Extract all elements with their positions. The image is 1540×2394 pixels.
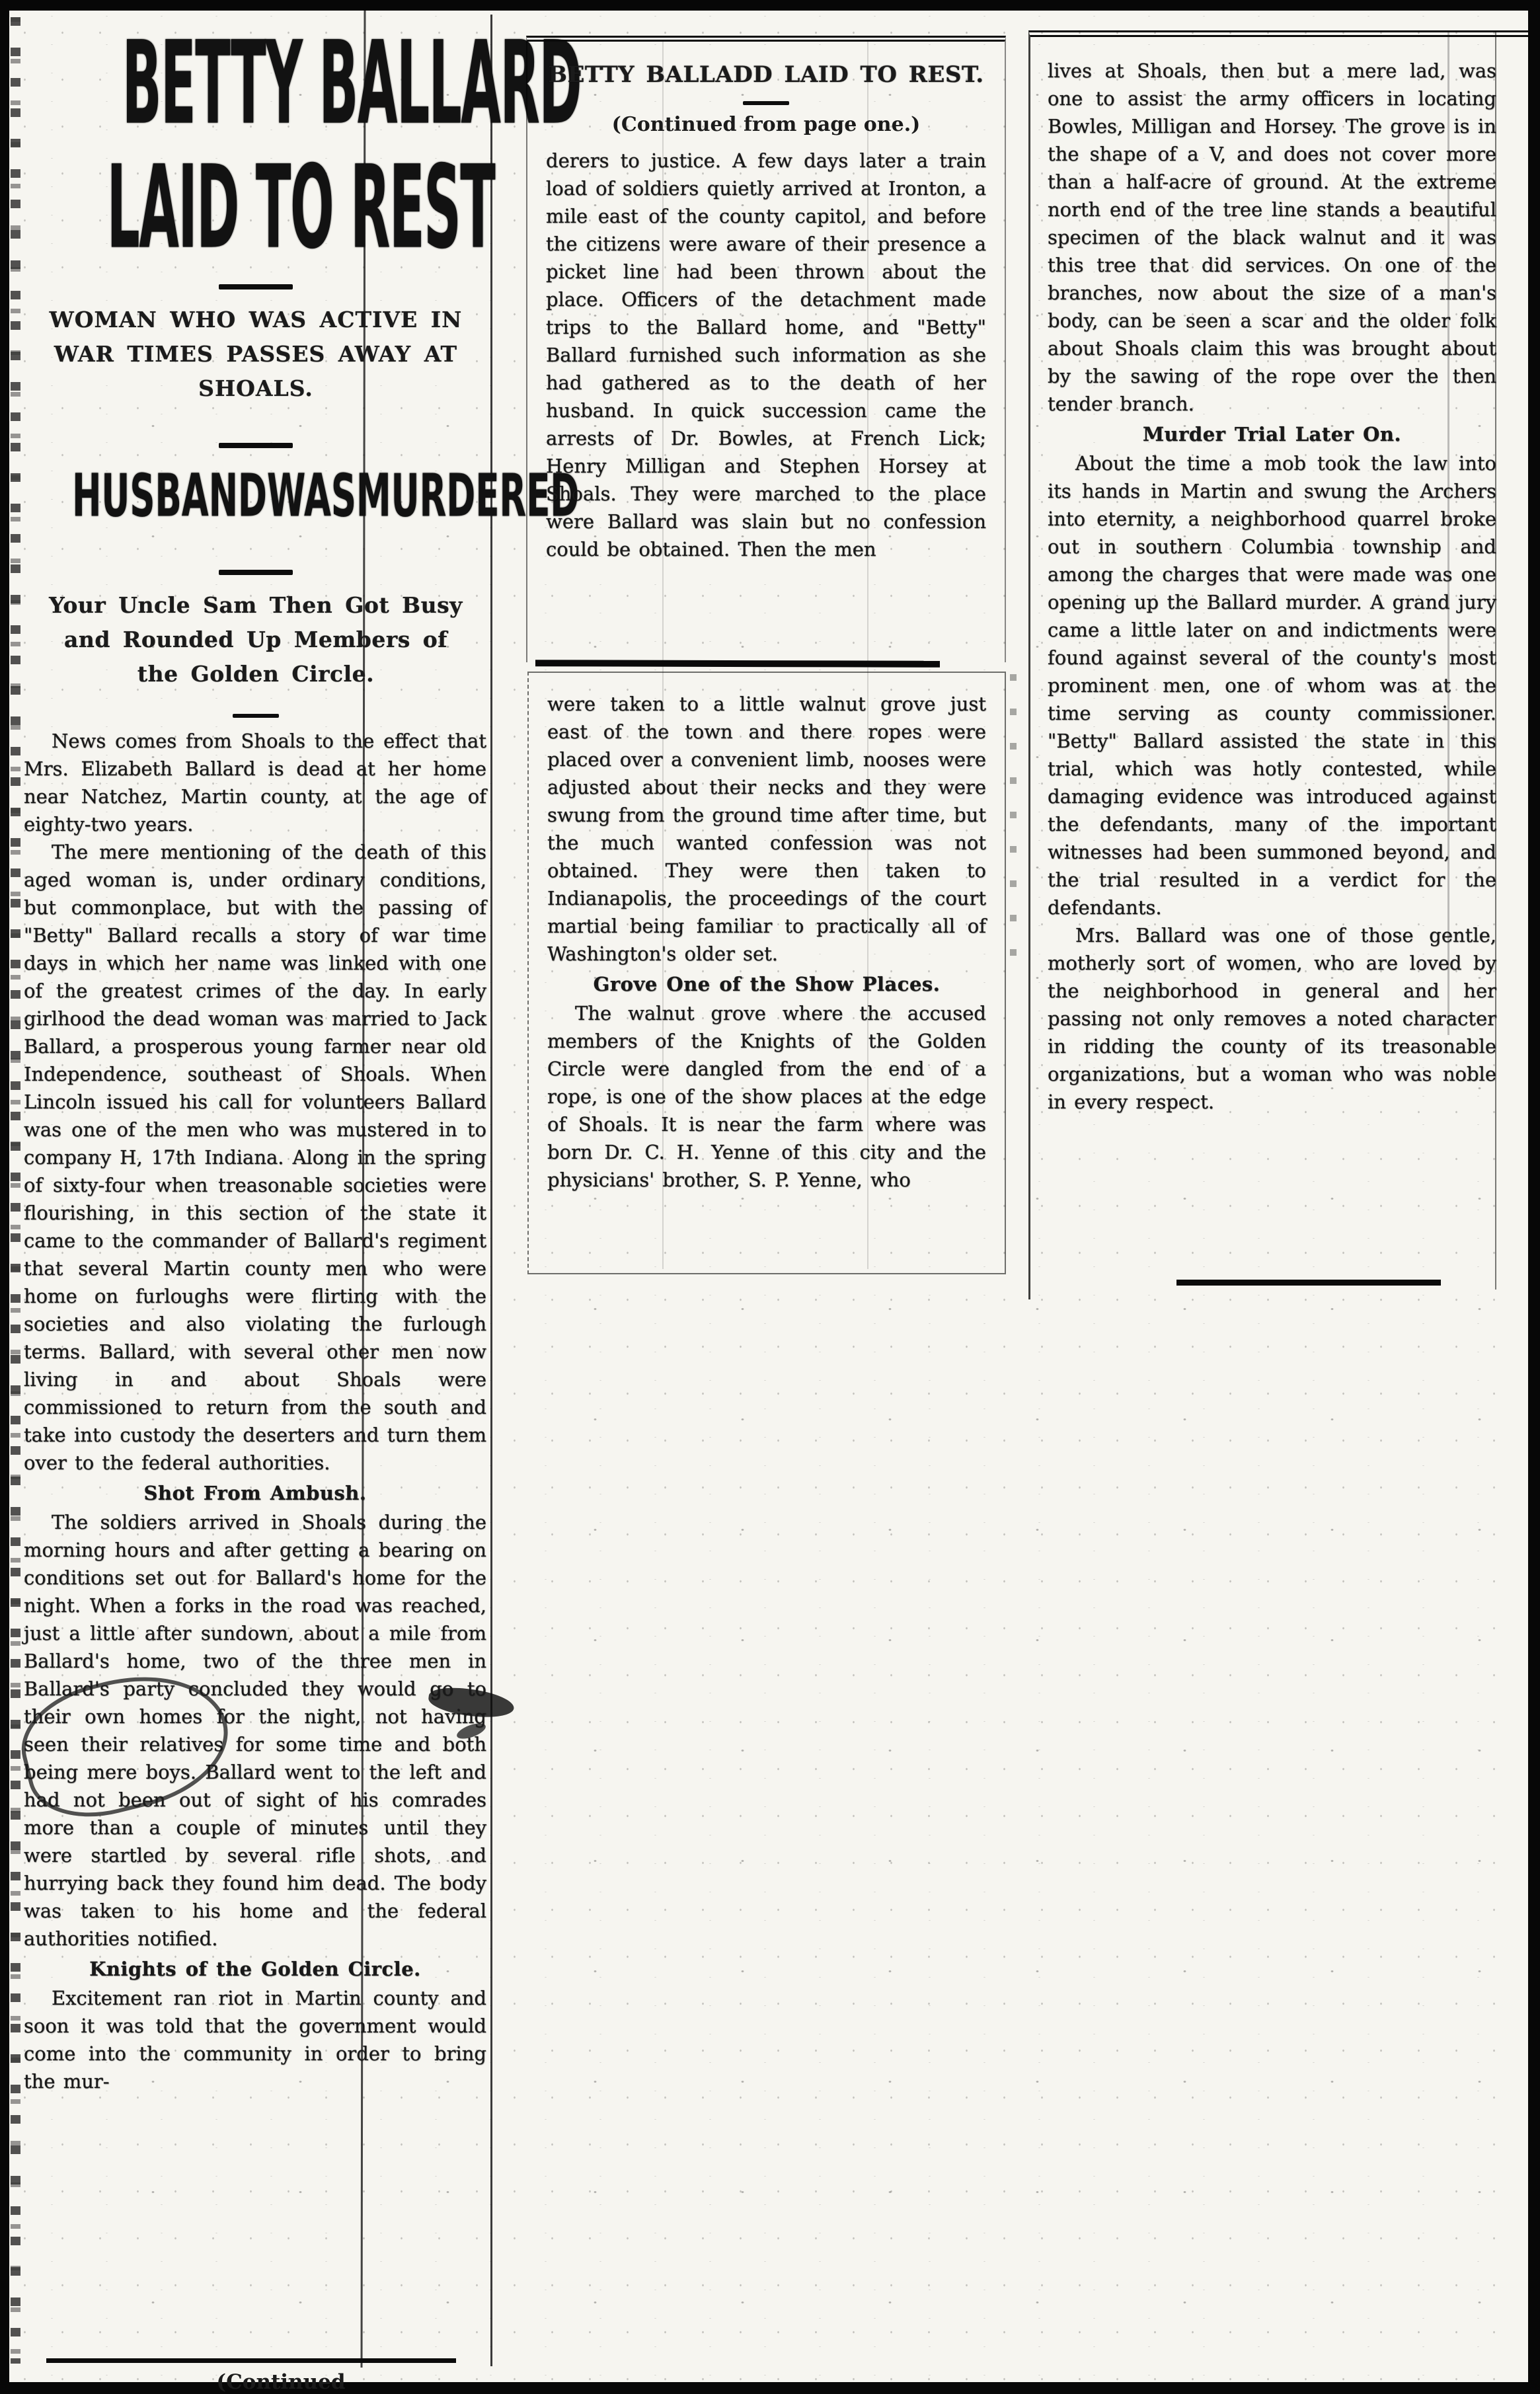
paragraph: The soldiers arrived in Shoals during the morning hours and after getting a bearing on conditions set out for Ballard's home for the night. When a forks in the road was reached, just a little after sundown, about a mile from Ballard's home, two of the three men in Ballard's party concluded they would go to their own homes for the night, not having seen their relatives for some time and both being mere boys. Ballard went to the left and had not been out of sight of his comrades more than a couple of minutes until they were startled by several rifle shots, and hurrying back they found him dead. The body was taken to his home and the federal authorities notified. (24, 1511, 486, 1950)
crosshead-shot-from-ambush: Shot From Ambush. (143, 1482, 367, 1504)
paragraph: derers to justice. A few days later a train load of soldiers quietly arrived at Ironton, a mile east of the county capitol, and before the citizens were aware of their presence a picket line had been thrown about the place. Officers of the detachment made trips to the Ballard home, and "Betty" Ballard furnished such information as she had gathered as to the death of her husband. In quick succession came the arrests of Dr. Bowles, at French Lick; Henry Milligan and Stephen Horsey at Shoals. They were marched to the place were Ballard was slain but no confession could be obtained. Then the men (546, 149, 986, 560)
middle-heavy-rule (535, 660, 940, 668)
paragraph: were taken to a little walnut grove just east of the town and there ropes were placed over a convenient limb, nooses were adjusted about their necks and they were swung from the ground time after time, but the much wanted confession was not obtained. They were then taken to Indianapolis, the proceedings of the court martial being familiar to practically all of Washington's older set. (547, 693, 986, 965)
paragraph: Mrs. Ballard was one of those gentle, motherly sort of women, who are loved by the neighborhood in general and her passing not only removes a noted character in ridding the county of its treasonable organizations, but a woman who was noble in every respect. (1048, 924, 1496, 1113)
frame-left (0, 0, 9, 2394)
left-column-end-rule (46, 2358, 456, 2363)
continuation-headline: BETTY BALLADD LAID TO REST. (548, 61, 984, 88)
frame-top (0, 0, 1540, 11)
deck-headline-2: Your Uncle Sam Then Got Busy and Rounded Up Members of the Golden Circle. (49, 592, 463, 687)
deck-headline: WOMAN WHO WAS ACTIVE IN WAR TIMES PASSES AWAY AT SHOALS. (49, 307, 463, 401)
divider-dash (219, 284, 293, 290)
middle-column-box-1 (526, 36, 1006, 662)
continued-stub-cutoff (139, 2370, 423, 2379)
secondary-headline-text: HUSBANDWASMURDERED (72, 461, 580, 530)
frame-right (1528, 0, 1540, 2394)
crosshead-knights-golden-circle: Knights of the Golden Circle. (89, 1958, 421, 1980)
continued-from-note: (Continued from page one.) (611, 113, 921, 136)
divider-dash (219, 570, 293, 575)
middle-column-body-1 (546, 147, 986, 563)
gutter-fragment-marks (1010, 674, 1017, 958)
divider-dash-small (743, 101, 789, 105)
paragraph: News comes from Shoals to the effect that Mrs. Elizabeth Ballard is dead at her home near Natchez, Martin county, at the age of eighty-two years. (24, 730, 486, 835)
left-edge-marks (11, 17, 20, 2364)
right-column-body (1048, 57, 1496, 1116)
secondary-headline (24, 461, 580, 538)
paragraph: Excitement ran riot in Martin county and soon it was told that the government would come into the community in order to bring the mur- (24, 1987, 486, 2093)
headline-text: LAID TO REST (106, 141, 495, 275)
paragraph: About the time a mob took the law into its hands in Martin and swung the Archers into eternity, a neighborhood quarrel broke out in southern Columbia township and among the charges that were made was one opening up the Ballard murder. A grand jury came a little later on and indictments were found against several of the county's most prominent men, one of whom was at the time serving as county commissioner. "Betty" Ballard assisted the state in this trial, which was hotly contested, while damaging evidence was introduced against the defendants, many of the important witnesses had been summoned beyond, and the trial resulted in a verdict for the defendants. (1048, 452, 1496, 919)
paragraph: The mere mentioning of the death of this aged woman is, under ordinary conditions, but commonplace, but with the passing of "Betty" Ballard recalls a story of war time days in which her name was linked with one of the greatest crimes of the day. In early girlhood the dead woman was married to Jack Ballard, a prosperous young farmer near old Independence, southeast of Shoals. When Lincoln issued his call for volunteers Ballard was one of the men who was mustered in to company H, 17th Indiana. Along in the spring of sixty-four when treasonable societies were flourishing, in this section of the state it came to the commander of Ballard's regiment that several Martin county men who were home on furloughs were flirting with the societies and also violating the furlough terms. Ballard, with several other men now living in and about Shoals were commissioned to return from the south and take into custody the deserters and turn them over to the federal authorities. (24, 841, 486, 1474)
crosshead-grove-show-places: Grove One of the Show Places. (593, 973, 941, 995)
middle-column-body-2 (547, 690, 986, 1194)
divider-dash-small (233, 714, 279, 718)
headline-text: BETTY BALLARD (122, 17, 582, 151)
crosshead-murder-trial-later: Murder Trial Later On. (1142, 423, 1402, 445)
column-divider-rule (490, 15, 492, 2366)
main-headline-line-2 (24, 141, 495, 275)
main-headline-line-1 (24, 17, 582, 151)
left-column-body (24, 727, 486, 2095)
right-column (1028, 30, 1528, 1299)
paragraph: The walnut grove where the accused members of the Knights of the Golden Circle were dangled from the end of a rope, is one of the show places at the edge of Shoals. It is near the farm where was born Dr. C. H. Yenne of this city and the physicians' brother, S. P. Yenne, who (547, 1002, 986, 1191)
middle-column-box-2 (527, 672, 1006, 1274)
right-column-end-rule (1176, 1280, 1441, 1286)
left-column (24, 17, 582, 2095)
divider-dash (219, 443, 293, 448)
paragraph: lives at Shoals, then but a mere lad, was one to assist the army officers in locating Bowles, Milligan and Horsey. The grove is in the shape of a V, and does not cover more than a half-acre of ground. At the extreme north end of the tree line stands a beautiful specimen of the black walnut and it was this tree that did services. On one of the branches, now about the size of a man's body, can be seen a scar and the older folk about Shoals claim this was brought about by the sawing of the rope over the then tender branch. (1048, 59, 1496, 415)
